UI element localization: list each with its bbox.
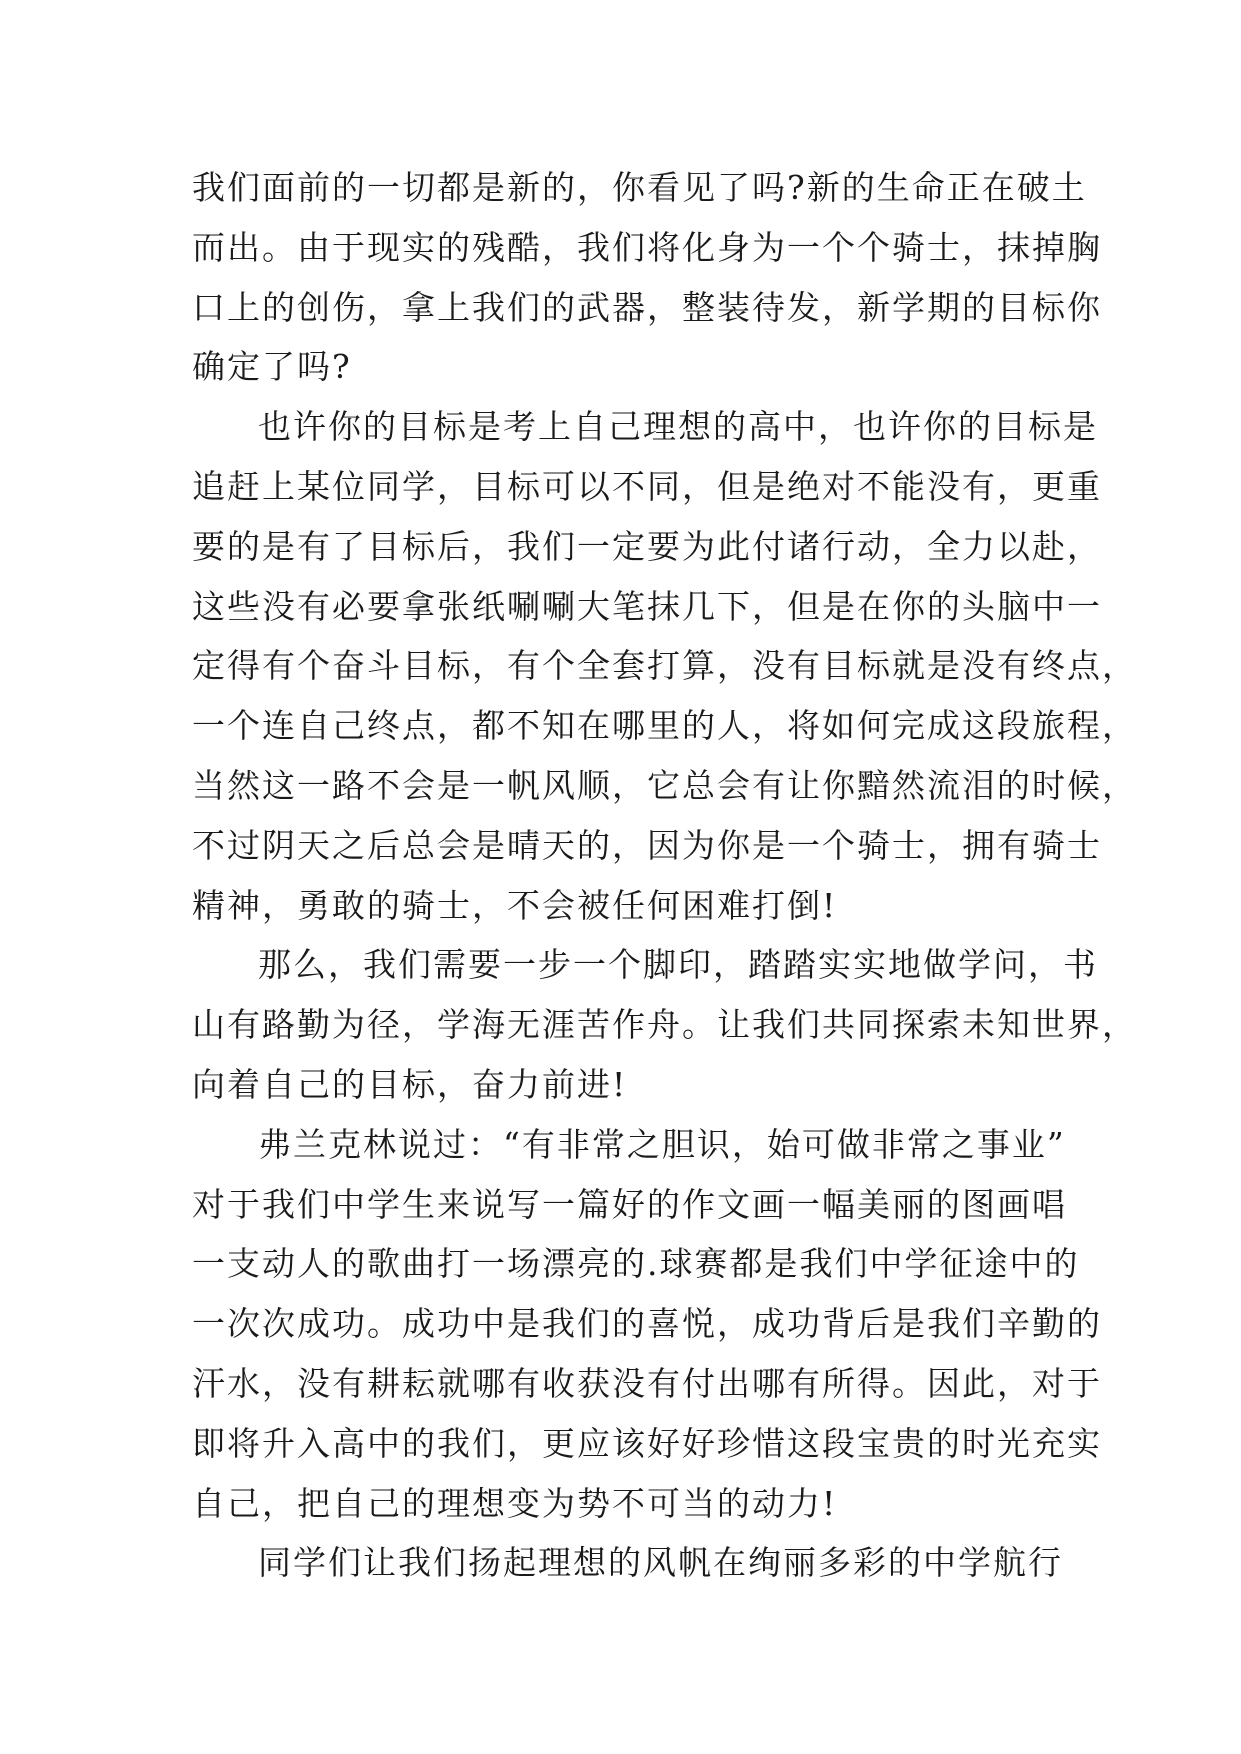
text-line: 不过阴天之后总会是晴天的，因为你是一个骑士，拥有骑士 [192,825,1102,865]
text-line: 一次次成功。成功中是我们的喜悦，成功背后是我们辛勤的 [192,1304,1102,1344]
paragraph-2 [192,397,1137,935]
text-line: 当然这一路不会是一帆风顺，它总会有让你黯然流泪的时候， [192,765,1137,805]
text-line: 弗兰克林说过：“有非常之胆识，始可做非常之事业” [258,1124,1066,1164]
text-line: 一支动人的歌曲打一场漂亮的.球赛都是我们中学征途中的 [192,1244,1080,1284]
text-line: 一个连自己终点，都不知在哪里的人，将如何完成这段旅程， [192,706,1137,746]
text-line: 山有路勤为径，学海无涯苦作舟。让我们共同探索未知世界， [192,1005,1137,1045]
text-line: 要的是有了目标后，我们一定要为此付诸行动，全力以赴， [192,526,1102,566]
text-line: 对于我们中学生来说写一篇好的作文画一幅美丽的图画唱 [192,1184,1067,1224]
paragraph-4 [192,1115,1102,1534]
text-line: 汗水，没有耕耘就哪有收获没有付出哪有所得。因此，对于 [192,1363,1102,1403]
paragraph-5 [192,1533,1063,1593]
text-line: 即将升入高中的我们，更应该好好珍惜这段宝贵的时光充实 [192,1423,1102,1463]
text-line: 而出。由于现实的残酷，我们将化身为一个个骑士，抹掉胸 [192,227,1102,267]
text-line: 也许你的目标是考上自己理想的高中，也许你的目标是 [258,407,1098,447]
paragraph-3 [192,935,1137,1114]
text-line: 定得有个奋斗目标，有个全套打算，没有目标就是没有终点， [192,646,1137,686]
text-line: 那么，我们需要一步一个脚印，踏踏实实地做学问，书 [258,945,1098,985]
paragraph-1 [192,158,1102,397]
text-line: 这些没有必要拿张纸唰唰大笔抹几下，但是在你的头脑中一 [192,586,1102,626]
text-line: 自己，把自己的理想变为势不可当的动力! [192,1483,838,1523]
text-line: 同学们让我们扬起理想的风帆在绚丽多彩的中学航行 [258,1543,1063,1583]
text-line: 追赶上某位同学，目标可以不同，但是绝对不能没有，更重 [192,466,1102,506]
text-line: 精神，勇敢的骑士，不会被任何困难打倒! [192,885,838,925]
document-body [192,158,1137,1593]
text-line: 口上的创伤，拿上我们的武器，整装待发，新学期的目标你 [192,287,1102,327]
text-line: 确定了吗? [192,347,352,387]
text-line: 我们面前的一切都是新的，你看见了吗?新的生命正在破土 [192,168,1087,207]
text-line: 向着自己的目标，奋力前进! [192,1064,628,1104]
